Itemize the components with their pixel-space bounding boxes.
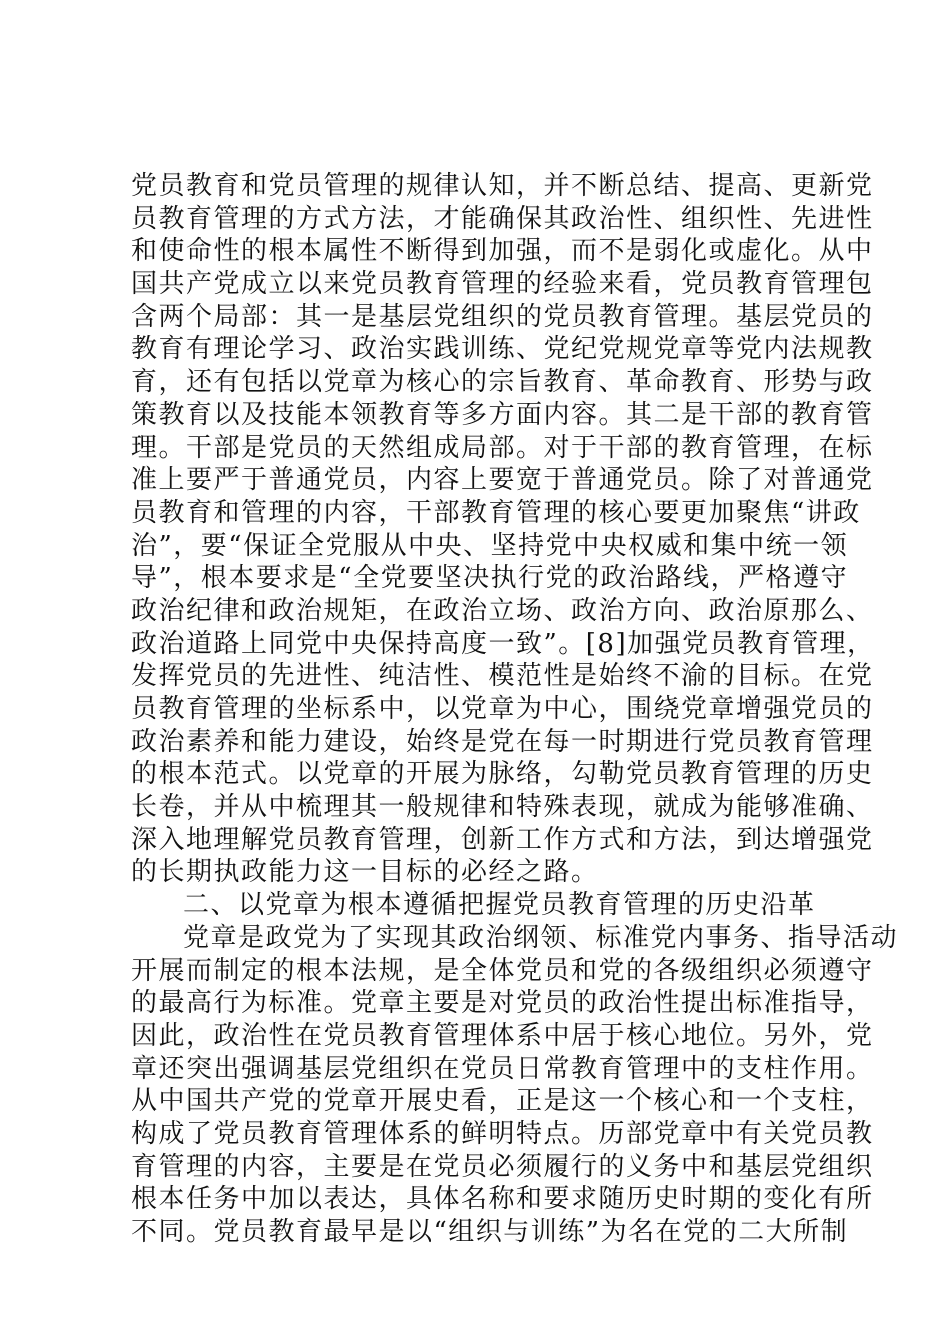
text-line: 含两个局部：其一是基层党组织的党员教育管理。基层党员的 — [131, 301, 874, 332]
text-line: 政治素养和能力建设，始终是党在每一时期进行党员教育管理 — [131, 726, 874, 757]
text-line: 长卷，并从中梳理其一般规律和特殊表现，就成为能够准确、 — [131, 792, 874, 823]
text-line: 的最高行为标准。党章主要是对党员的政治性提出标准指导， — [131, 988, 874, 1019]
paragraph-2 — [131, 922, 899, 1249]
text-line: 国共产党成立以来党员教育管理的经验来看，党员教育管理包 — [131, 269, 874, 300]
text-line: 员教育和管理的内容，干部教育管理的核心要更加聚焦“讲政 — [131, 497, 861, 528]
text-line: 员教育管理的方式方法，才能确保其政治性、组织性、先进性 — [131, 203, 874, 234]
document-body — [131, 170, 899, 1249]
text-line: 育管理的内容，主要是在党员必须履行的义务中和基层党组织 — [131, 1151, 874, 1182]
text-line: 党员教育和党员管理的规律认知，并不断总结、提高、更新党 — [131, 171, 874, 201]
text-line: 因此，政治性在党员教育管理体系中居于核心地位。另外，党 — [131, 1020, 874, 1051]
text-line: 从中国共产党的党章开展史看，正是这一个核心和一个支柱， — [131, 1086, 874, 1117]
text-line: 发挥党员的先进性、纯洁性、模范性是始终不渝的目标。在党 — [131, 661, 874, 692]
text-line: 教育有理论学习、政治实践训练、党纪党规党章等党内法规教 — [131, 334, 874, 365]
text-line: 准上要严于普通党员，内容上要宽于普通党员。除了对普通党 — [131, 465, 874, 496]
text-line: 策教育以及技能本领教育等多方面内容。其二是干部的教育管 — [131, 399, 874, 430]
text-line: 的长期执政能力这一目标的必经之路。 — [131, 857, 599, 888]
text-line: 的根本范式。以党章的开展为脉络，勾勒党员教育管理的历史 — [131, 759, 874, 790]
text-line: 理。干部是党员的天然组成局部。对于干部的教育管理，在标 — [131, 432, 874, 463]
text-line: 导”，根本要求是“全党要坚决执行党的政治路线，严格遵守 — [131, 563, 849, 594]
text-line: 不同。党员教育最早是以“组织与训练”为名在党的二大所制 — [131, 1217, 849, 1247]
text-line: 政治纪律和政治规矩，在政治立场、政治方向、政治原那么、 — [131, 595, 874, 626]
paragraph-1 — [131, 170, 875, 889]
text-line: 章还突出强调基层党组织在党员日常教育管理中的支柱作用。 — [131, 1053, 874, 1084]
text-line: 构成了党员教育管理体系的鲜明特点。历部党章中有关党员教 — [131, 1118, 874, 1149]
text-line: 育，还有包括以党章为核心的宗旨教育、革命教育、形势与政 — [131, 367, 874, 398]
text-line: 和使命性的根本属性不断得到加强，而不是弱化或虚化。从中 — [131, 236, 874, 267]
text-line: 深入地理解党员教育管理，创新工作方式和方法，到达增强党 — [131, 824, 874, 855]
section-heading: 二、以党章为根本遵循把握党员教育管理的历史沿革 — [183, 890, 816, 921]
text-line: 治”，要“保证全党服从中央、坚持党中央权威和集中统一领 — [131, 530, 849, 561]
text-line: 根本任务中加以表达，具体名称和要求随历史时期的变化有所 — [131, 1184, 874, 1215]
text-line: 政治道路上同党中央保持高度一致”。[8]加强党员教育管理， — [131, 628, 875, 659]
text-line: 开展而制定的根本法规，是全体党员和党的各级组织必须遵守 — [131, 955, 874, 986]
text-line: 党章是政党为了实现其政治纲领、标准党内事务、指导活动 — [183, 922, 899, 953]
text-line: 员教育管理的坐标系中，以党章为中心，围绕党章增强党员的 — [131, 694, 874, 724]
